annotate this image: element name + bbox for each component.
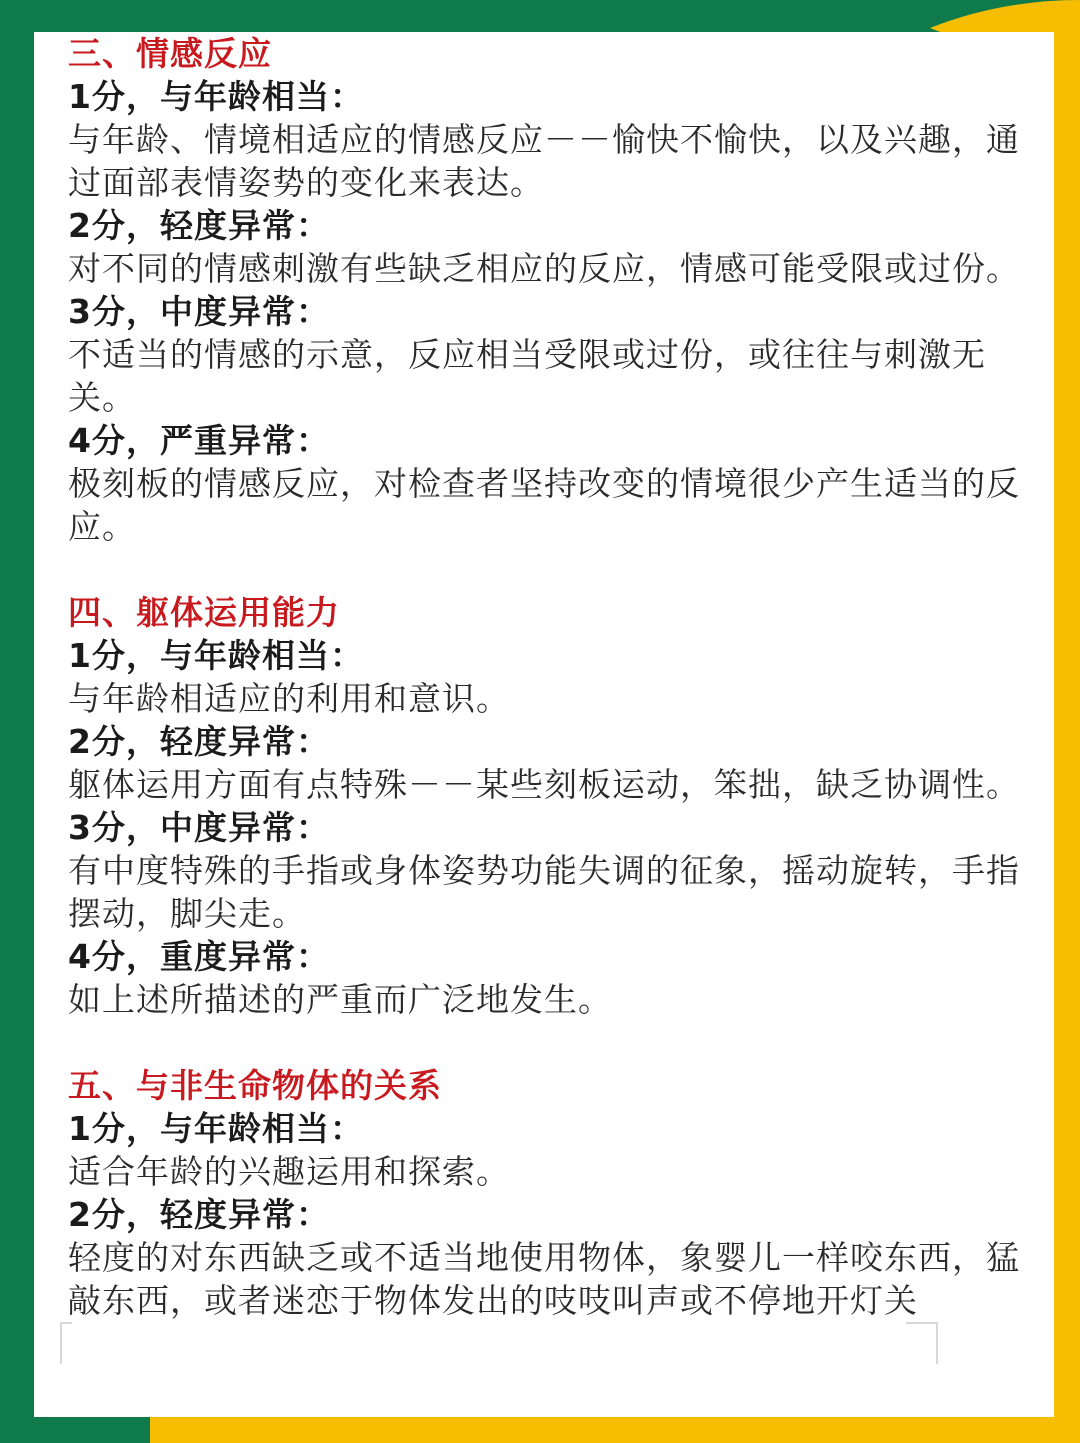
level-label: 2分，轻度异常： bbox=[68, 1195, 330, 1234]
level-label: 2分，轻度异常： bbox=[68, 722, 330, 761]
section-title: 四、躯体运用能力 bbox=[68, 593, 340, 632]
level-description: 有中度特殊的手指或身体姿势功能失调的征象，摇动旋转，手指摆动，脚尖走。 bbox=[68, 851, 1020, 933]
level-description: 对不同的情感刺激有些缺乏相应的反应，情感可能受限或过份。 bbox=[68, 249, 1020, 288]
section-title: 五、与非生命物体的关系 bbox=[68, 1066, 442, 1105]
section-title: 三、情感反应 bbox=[68, 34, 272, 73]
level-label: 3分，中度异常： bbox=[68, 292, 330, 331]
level-label: 4分，严重异常： bbox=[68, 421, 330, 460]
section-body-use bbox=[68, 591, 1028, 1021]
level-description: 极刻板的情感反应，对检查者坚持改变的情境很少产生适当的反应。 bbox=[68, 464, 1020, 546]
crop-mark bbox=[906, 1322, 938, 1364]
document-card bbox=[34, 32, 1054, 1417]
level-description: 适合年龄的兴趣运用和探索。 bbox=[68, 1152, 510, 1191]
level-description: 不适当的情感的示意，反应相当受限或过份，或往往与刺激无关。 bbox=[68, 335, 986, 417]
level-description: 与年龄、情境相适应的情感反应－－愉快不愉快，以及兴趣，通过面部表情姿势的变化来表达。 bbox=[68, 120, 1020, 202]
level-description: 如上述所描述的严重而广泛地发生。 bbox=[68, 980, 612, 1019]
level-label: 3分，中度异常： bbox=[68, 808, 330, 847]
document-content bbox=[68, 32, 1028, 1322]
level-description: 轻度的对东西缺乏或不适当地使用物体，象婴儿一样咬东西，猛敲东西，或者迷恋于物体发出的吱吱叫声或不停地开灯关 bbox=[68, 1238, 1020, 1320]
section-emotional-response bbox=[68, 32, 1028, 548]
level-label: 2分，轻度异常： bbox=[68, 206, 330, 245]
level-description: 躯体运用方面有点特殊－－某些刻板运动，笨拙，缺乏协调性。 bbox=[68, 765, 1020, 804]
level-description: 与年龄相适应的利用和意识。 bbox=[68, 679, 510, 718]
crop-mark bbox=[60, 1322, 72, 1364]
level-label: 1分，与年龄相当： bbox=[68, 636, 364, 675]
level-label: 1分，与年龄相当： bbox=[68, 77, 364, 116]
section-object-relation bbox=[68, 1064, 1028, 1322]
level-label: 1分，与年龄相当： bbox=[68, 1109, 364, 1148]
level-label: 4分，重度异常： bbox=[68, 937, 330, 976]
